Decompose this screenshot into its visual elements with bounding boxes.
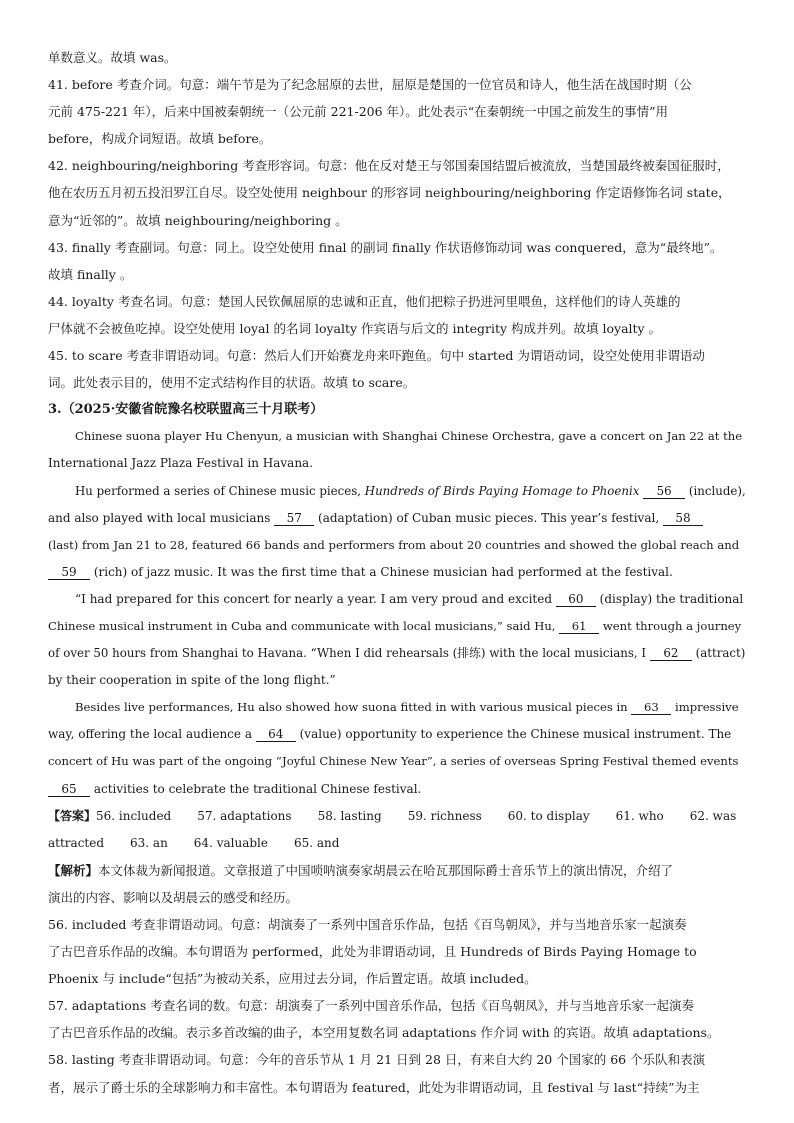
passage-line: concert of Hu was part of the ongoing “Joyful Chinese New Year”, a series of overseas Spring Festival themed events [48,754,739,769]
blank-59[interactable]: 59 [48,565,90,580]
blank-63[interactable]: 63 [631,700,671,715]
text-line: Phoenix 与 include“包括”为被动关系，应用过去分词，作后置定语。故填 included。 [48,971,537,987]
passage-text: (display) the traditional [595,591,744,606]
text-line: 44. loyalty 考查名词。句意：楚国人民钦佩屈原的忠诚和正直，他们把粽子扔进河里喂鱼，这样他们的诗人英雄的 [48,293,681,309]
text-line: 了古巴音乐作品的改编。本句谓语为 performed，此处为非谓语动词，且 Hundreds of Birds Paying Homage to [48,944,697,960]
passage-text: “I had prepared for this concert for nearly a year. I am very proud and excited [75,591,556,606]
text-line: 43. finally 考查副词。句意：同上。设空处使用 final 的副词 finally 作状语修饰动词 was conquered，意为“最终地”。 [48,239,723,255]
answer-item: 63. an [130,835,168,850]
answer-row [48,803,748,830]
text-line: 56. included 考查非谓语动词。句意：胡演奏了一系列中国音乐作品，包括《百鸟朝凤》，并与当地音乐家一起演奏 [48,917,687,932]
answer-item: 56. included [96,808,172,823]
text-line: 尸体就不会被鱼吃掉。设空处使用 loyal 的名词 loyalty 作宾语与后文的 integrity 构成并列。故填 loyalty 。 [48,320,662,336]
text-line: 单数意义。故填 was。 [48,50,177,65]
text-line: 他在农历五月初五投汨罗江自尽。设空处使用 neighbour 的形容词 neighbouring/neighboring 作定语修饰名词 state， [48,185,731,201]
passage-text: (attract) [691,646,746,661]
text-line: 42. neighbouring/neighboring 考查形容词。句意：他在反对楚王与邻国秦国结盟后被流放，当楚国最终被秦国征服时， [48,158,730,174]
passage-text: way, offering the local audience a [48,727,256,742]
previous-explanations [48,44,748,396]
passage-line: (last) from Jan 21 to 28, featured 66 bands and performers from about 20 countries and showed the global reach and [48,537,740,552]
text-line: before，构成介词短语。故填 before。 [48,131,272,147]
passage-text: Besides live performances, Hu also showed how suona fitted in with various musical pieces in [75,700,632,715]
blank-62[interactable]: 62 [650,646,692,661]
passage-line: by their cooperation in spite of the long flight.” [48,673,336,688]
analysis-text: 本文体裁为新闻报道。文章报道了中国唢呐演奏家胡晨云在哈瓦那国际爵士音乐节上的演出情况，介绍了 [98,862,674,878]
answer-item: 60. to display [507,808,590,823]
cloze-passage [48,423,748,802]
piece-title: Hundreds of Birds Paying Homage to Phoenix [364,483,640,498]
passage-line: Chinese suona player Hu Chenyun, a musician with Shanghai Chinese Orchestra, gave a concert on Jan 22 at the [75,429,743,444]
passage-text: (rich) of jazz music. It was the first time that a Chinese musician had performed at the festival. [90,564,673,579]
text-line: 57. adaptations 考查名词的数。句意：胡演奏了一系列中国音乐作品，包括《百鸟朝凤》，并与当地音乐家一起演奏 [48,998,694,1014]
answer-item: 65. and [293,835,340,850]
text-line: 元前 475-221 年），后来中国被秦朝统一（公元前 221-206 年）。此处表示“在秦朝统一中国之前发生的事情”用 [48,104,669,120]
analysis-intro [48,857,748,884]
passage-text: went through a journey [599,618,742,633]
passage-text: Hu performed a series of Chinese music pieces, [75,483,365,498]
passage-line [48,640,748,667]
text-line: 演出的内容、影响以及胡晨云的感受和经历。 [48,889,299,905]
answer-tag: 【答案】 [48,808,97,823]
text-line: 意为“近邻的”。故填 neighbouring/neighboring 。 [48,212,348,228]
passage-text: (value) opportunity to experience the Chinese musical instrument. The [295,727,732,742]
text-line: 了古巴音乐作品的改编。表示多首改编的曲子，本空用复数名词 adaptations 作介词 with 的宾语。故填 adaptations。 [48,1025,720,1041]
text-line: 者，展示了爵士乐的全球影响力和丰富性。本句谓语为 featured，此处为非谓语动词，且 festival 与 last“持续”为主 [48,1079,700,1095]
text-line: 41. before 考查介词。句意：端午节是为了纪念屈原的去世，屈原是楚国的一位官员和诗人，他生活在战国时期（公 [48,77,692,93]
answer-row [48,830,748,857]
passage-line [48,721,748,748]
passage-line [48,586,748,613]
text-line: 58. lasting 考查非谓语动词。句意：今年的音乐节从 1 月 21 日到 28 日，有来自大约 20 个国家的 66 个乐队和表演 [48,1052,706,1068]
answer-item: 57. adaptations [197,808,292,823]
answer-item: 62. was [689,808,737,823]
passage-text: Chinese musical instrument in Cuba and communicate with local musicians,” said Hu, [48,618,560,633]
analysis-tag: 【解析】 [48,862,99,878]
blank-57[interactable]: 57 [274,511,314,526]
blank-56[interactable]: 56 [643,484,685,499]
passage-line [48,776,748,803]
blank-60[interactable]: 60 [556,592,596,607]
answer-item: attracted [48,835,105,850]
answer-item: 61. who [615,808,664,823]
passage-line [48,559,748,586]
answer-item: 58. lasting [317,808,382,823]
passage-line [48,478,748,505]
text-line: 故填 finally 。 [48,266,133,282]
passage-line: International Jazz Plaza Festival in Havana. [48,456,314,471]
passage-text: (include), [685,483,746,498]
passage-line [48,505,748,532]
passage-line [48,613,748,640]
text-line: 45. to scare 考查非谓语动词。句意：然后人们开始赛龙舟来吓跑鱼。句中 started 为谓语动词，设空处使用非谓语动 [48,348,705,364]
blank-58[interactable]: 58 [663,511,703,526]
document-page [48,44,748,1101]
answer-item: 64. valuable [193,835,268,850]
passage-text: (adaptation) of Cuban music pieces. This year’s festival, [314,510,663,525]
passage-text: and also played with local musicians [48,510,275,525]
passage-text: of over 50 hours from Shanghai to Havana. “When I did rehearsals (排练) with the local musicians, I [48,646,650,661]
analysis-section [48,857,748,1101]
blank-64[interactable]: 64 [256,727,296,742]
answer-key [48,803,748,857]
blank-65[interactable]: 65 [48,782,90,797]
section-heading: 3.（2025·安徽省皖豫名校联盟高三十月联考） [48,402,324,418]
passage-text: impressive [671,700,739,715]
text-line: 词。此处表示目的，使用不定式结构作目的状语。故填 to scare。 [48,375,416,391]
answer-item: 59. richness [407,808,482,823]
passage-text: activities to celebrate the traditional Chinese festival. [90,781,422,796]
passage-line [48,694,748,721]
blank-61[interactable]: 61 [559,619,599,634]
